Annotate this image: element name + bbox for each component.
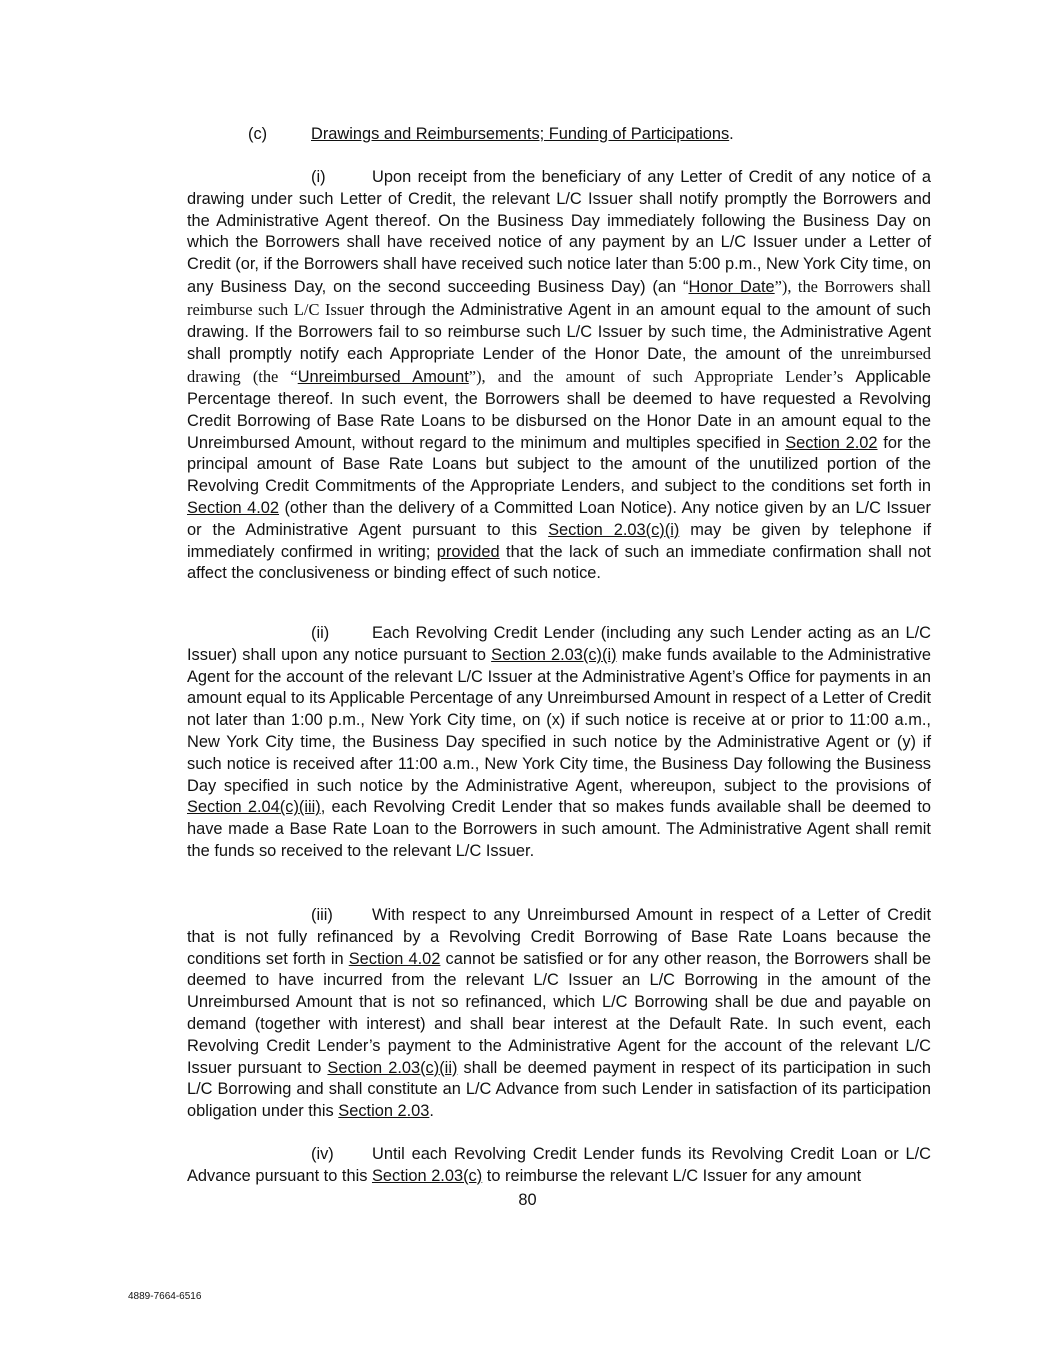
section-reference: Section 2.03(c)(i) <box>491 645 617 664</box>
section-reference: Section 2.03 <box>338 1102 430 1121</box>
paragraph-number: (iv) <box>311 1145 334 1163</box>
section-reference: Section 2.03(c)(ii) <box>327 1058 458 1077</box>
section-heading <box>248 124 734 146</box>
section-reference: Section 4.02 <box>187 498 280 517</box>
defined-term: Honor Date <box>688 277 775 296</box>
paragraph-iii: (iii) With respect to any Unreimbursed Amount in respect of a Letter of Credit that is not fully refinanced by a Revolving Credit Borrowing of Base Rate Loans because the conditions set forth in Section 4.02 cannot be satisfied or for any other reason, the Borrowers shall be deemed to have incurred from the relevant L/C Issuer an L/C Borrowing in the amount of the Unreimbursed Amount that is not so refinanced, which L/C Borrowing shall be due and payable on demand (together with interest) and shall bear interest at the Default Rate. In such event, each Revolving Credit Lender’s payment to the Administrative Agent for the account of the relevant L/C Issuer pursuant to Section 2.03(c)(ii) shall be deemed payment in respect of its participation in such L/C Borrowing and shall constitute an L/C Advance from such Lender in satisfaction of its participation obligation under this Section 2.03. <box>187 906 932 1121</box>
paragraph-iv: (iv) Until each Revolving Credit Lender funds its Revolving Credit Loan or L/C Advance pursuant to this Section 2.03(c) to reimburse the relevant L/C Issuer for any amount <box>187 1145 931 1185</box>
paragraph-number: (ii) <box>311 624 330 642</box>
paragraph-i: (i) Upon receipt from the beneficiary of any Letter of Credit of any notice of a drawing under such Letter of Credit, the relevant L/C Issuer shall notify promptly the Borrowers and the Administrative Agent thereof. On the Business Day immediately following the Business Day on which the Borrowers shall have received notice of any payment by an L/C Issuer under a Letter of Credit (or, if the Borrowers shall have received such notice later than 5:00 p.m., New York City time, on any Business Day, on the second succeeding Business Day) (an “Honor Date”), the Borrowers shall reimburse such L/C Issuer through the Administrative Agent in an amount equal to the amount of such drawing. If the Borrowers fail to so reimburse such L/C Issuer by such time, the Administrative Agent shall promptly notify each Appropriate Lender of the Honor Date, the amount of the unreimbursed drawing (the “Unreimbursed Amount”), and the amount of such Appropriate Lender’s Applicable Percentage thereof. In such event, the Borrowers shall be deemed to have requested a Revolving Credit Borrowing of Base Rate Loans to be disbursed on the Honor Date in an amount equal to the Unreimbursed Amount, without regard to the minimum and multiples specified in Section 2.02 for the principal amount of Base Rate Loans but subject to the amount of the unutilized portion of the Revolving Credit Commitments of the Appropriate Lenders, and subject to the conditions set forth in Section 4.02 (other than the delivery of a Committed Loan Notice). Any notice given by an L/C Issuer or the Administrative Agent pursuant to this Section 2.03(c)(i) may be given by telephone if immediately confirmed in writing; provided that the lack of such an immediate confirmation shall not affect the conclusiveness or binding effect of such notice. <box>187 168 932 583</box>
section-reference: Section 2.03(c) <box>371 1166 483 1185</box>
section-reference: Section 2.02 <box>785 433 878 452</box>
paragraph-number: (iii) <box>311 906 333 924</box>
paragraph-ii: (ii) Each Revolving Credit Lender (including any such Lender acting as an L/C Issuer) shall upon any notice pursuant to Section 2.03(c)(i) make funds available to the Administrative Agent for the account of the relevant L/C Issuer at the Administrative Agent’s Office for payments in an amount equal to its Applicable Percentage of any Unreimbursed Amount in respect of a Letter of Credit not later than 1:00 p.m., New York City time, on (x) if such notice is receive at or prior to 11:00 a.m., New York City time, the Business Day specified in such notice by the Administrative Agent or (y) if such notice is received after 11:00 a.m., New York City time, the Business Day following the Business Day specified in such notice by the Administrative Agent, whereupon, subject to the provisions of Section 2.04(c)(iii), each Revolving Credit Lender that so makes funds available shall be deemed to have made a Base Rate Loan to the Borrowers in such amount. The Administrative Agent shall remit the funds so received to the relevant L/C Issuer. <box>187 624 932 860</box>
section-title-period: . <box>729 125 734 143</box>
section-reference: Section 2.03(c)(i) <box>548 520 680 539</box>
document-id: 4889-7664-6516 <box>128 1291 202 1302</box>
section-title: Drawings and Reimbursements; Funding of Participations <box>311 125 730 143</box>
defined-term: Unreimbursed Amount <box>297 368 469 387</box>
page-number: 80 <box>518 1191 537 1209</box>
section-reference: Section 2.04(c)(iii) <box>187 798 321 817</box>
proviso-term: provided <box>436 542 500 561</box>
paragraph-number: (i) <box>311 168 326 186</box>
section-reference: Section 4.02 <box>348 949 441 968</box>
section-label: (c) <box>248 125 268 143</box>
